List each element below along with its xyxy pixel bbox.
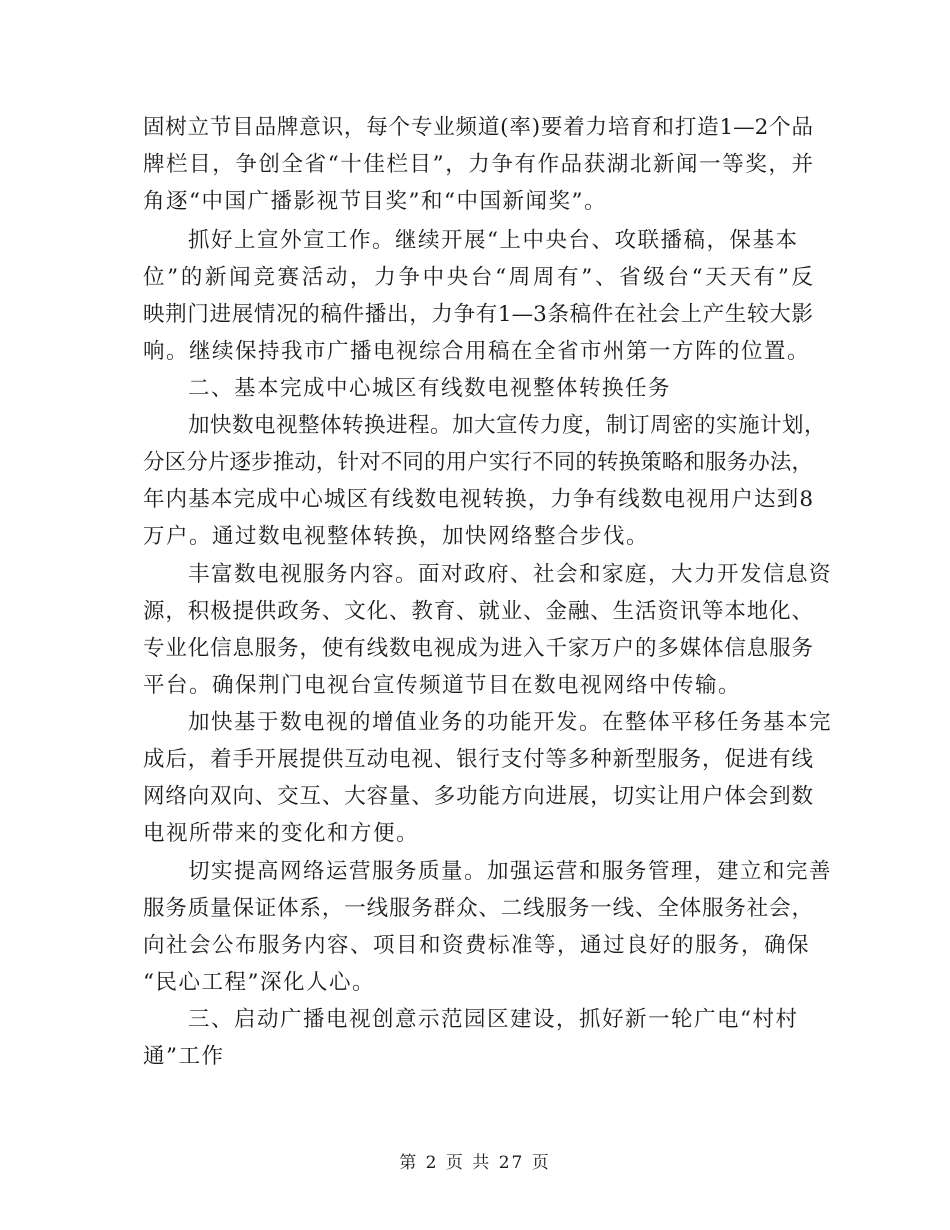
body-text-line: 平台。确保荆门电视台宣传频道节目在数电视网络中传输。 (143, 673, 742, 698)
body-text-line: 服务质量保证体系，一线服务群众、二线服务一线、全体服务社会， (143, 896, 813, 921)
body-text-line: 抓好上宣外宣工作。继续开展“上中央台、攻联播稿，保基本 (188, 228, 799, 253)
section-heading-continued: 通”工作 (143, 1044, 225, 1069)
body-text-line: 加快基于数电视的增值业务的功能开发。在整体平移任务基本完 (188, 710, 833, 735)
body-text-line: 网络向双向、交互、大容量、多功能方向进展，切实让用户体会到数 (143, 784, 813, 809)
body-text-line: 专业化信息服务，使有线数电视成为进入千家万户的多媒体信息服务 (143, 636, 813, 661)
body-text-line: 角逐“中国广播影视节目奖”和“中国新闻奖”。 (143, 189, 607, 214)
body-text-line: 响。继续保持我市广播电视综合用稿在全省市州第一方阵的位置。 (143, 339, 811, 364)
body-text-line: “民心工程”深化人心。 (143, 970, 375, 995)
section-heading: 二、基本完成中心城区有线数电视整体转换任务 (188, 376, 672, 401)
body-text-line: 切实提高网络运营服务质量。加强运营和服务管理，建立和完善 (188, 859, 833, 884)
section-heading: 三、启动广播电视创意示范园区建设，抓好新一轮广电“村村 (188, 1007, 799, 1032)
body-text-line: 映荆门进展情况的稿件播出，力争有1—3条稿件在社会上产生较大影 (143, 302, 813, 327)
body-text-line: 成后，着手开展提供互动电视、银行支付等多种新型服务，促进有线 (143, 747, 813, 772)
body-text-line: 牌栏目，争创全省“十佳栏目”，力争有作品获湖北新闻一等奖，并 (143, 152, 813, 177)
body-text-line: 分区分片逐步推动，针对不同的用户实行不同的转换策略和服务办法， (143, 450, 813, 475)
body-text-line: 固树立节目品牌意识，每个专业频道(率)要着力培育和打造1—2个品 (143, 115, 813, 140)
body-text-line: 电视所带来的变化和方便。 (143, 821, 420, 846)
body-text-line: 年内基本完成中心城区有线数电视转换，力争有线数电视用户达到8 (143, 487, 813, 512)
page-number-footer: 第 2 页 共 27 页 (399, 1153, 551, 1173)
body-text-line: 位”的新闻竞赛活动，力争中央台“周周有”、省级台“天天有”反 (143, 265, 813, 290)
body-text-line: 加快数电视整体转换进程。加大宣传力度，制订周密的实施计划， (188, 413, 827, 438)
body-text-line: 向社会公布服务内容、项目和资费标准等，通过良好的服务，确保 (143, 933, 811, 958)
body-text-line: 丰富数电视服务内容。面对政府、社会和家庭，大力开发信息资 (188, 562, 833, 587)
body-text-line: 万户。通过数电视整体转换，加快网络整合步伐。 (143, 524, 650, 549)
body-text-line: 源，积极提供政务、文化、教育、就业、金融、生活资讯等本地化、 (143, 599, 813, 624)
